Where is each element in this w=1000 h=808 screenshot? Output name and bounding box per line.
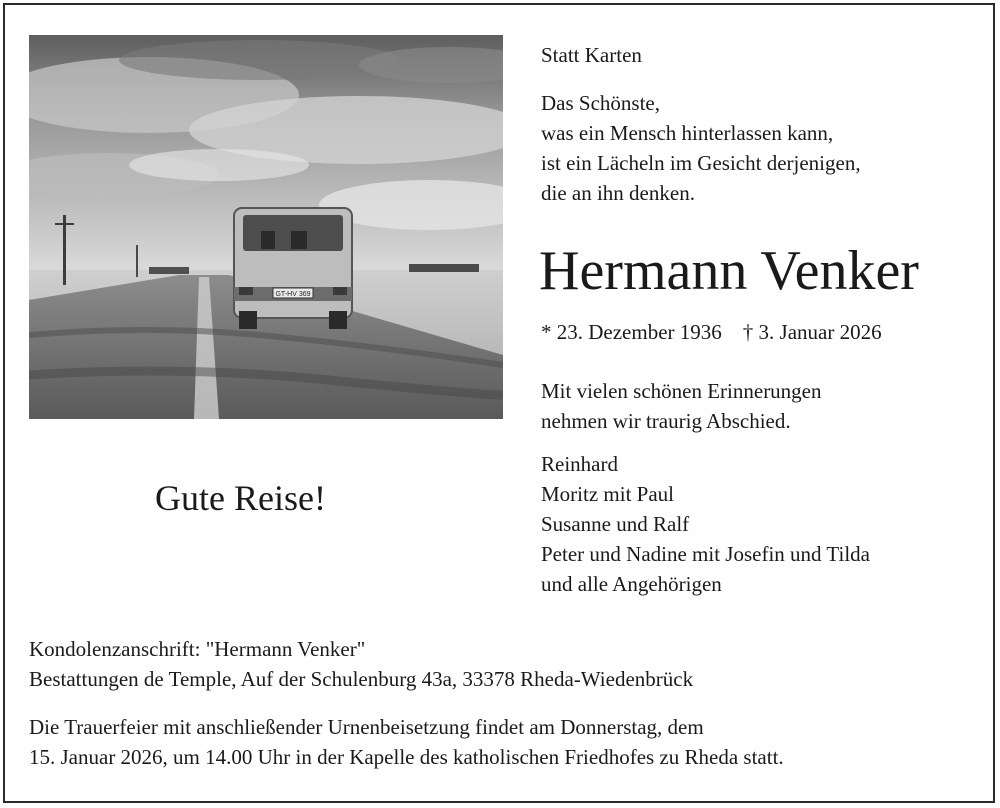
quote-block [541,88,861,208]
deceased-name: Hermann Venker [539,240,919,302]
statt-karten: Statt Karten [541,43,642,67]
condolence-line-2: Bestattungen de Temple, Auf der Schulenburg 43a, 33378 Rheda-Wiedenbrück [29,667,694,691]
mourner-line: Susanne und Ralf [541,512,690,536]
farewell-line: nehmen wir traurig Abschied. [541,409,791,433]
condolence-line-1: Kondolenzanschrift: "Hermann Venker" [29,637,366,661]
quote-line: die an ihn denken. [541,181,695,205]
farewell-line: Mit vielen schönen Erinnerungen [541,379,822,403]
photo-caption: Gute Reise! [155,478,326,518]
mourners-block [541,449,870,599]
mourner-line: Moritz mit Paul [541,482,674,506]
road-van-photo [29,35,503,419]
quote-line: Das Schönste, [541,91,660,115]
quote-line: was ein Mensch hinterlassen kann, [541,121,834,145]
mourner-line: Peter und Nadine mit Josefin und Tilda [541,542,870,566]
ceremony-line-2: 15. Januar 2026, um 14.00 Uhr in der Kapelle des katholischen Friedhofes zu Rheda statt. [29,745,784,769]
birth-death-dates: * 23. Dezember 1936 † 3. Januar 2026 [541,320,882,344]
mourner-line: und alle Angehörigen [541,572,722,596]
farewell-block [541,376,822,436]
mourner-line: Reinhard [541,452,618,476]
van-graphic [234,208,352,329]
ceremony-line-1: Die Trauerfeier mit anschließender Urnenbeisetzung findet am Donnerstag, dem [29,715,704,739]
quote-line: ist ein Lächeln im Gesicht derjenigen, [541,151,861,175]
license-plate: GT-HV 369 [275,291,311,298]
